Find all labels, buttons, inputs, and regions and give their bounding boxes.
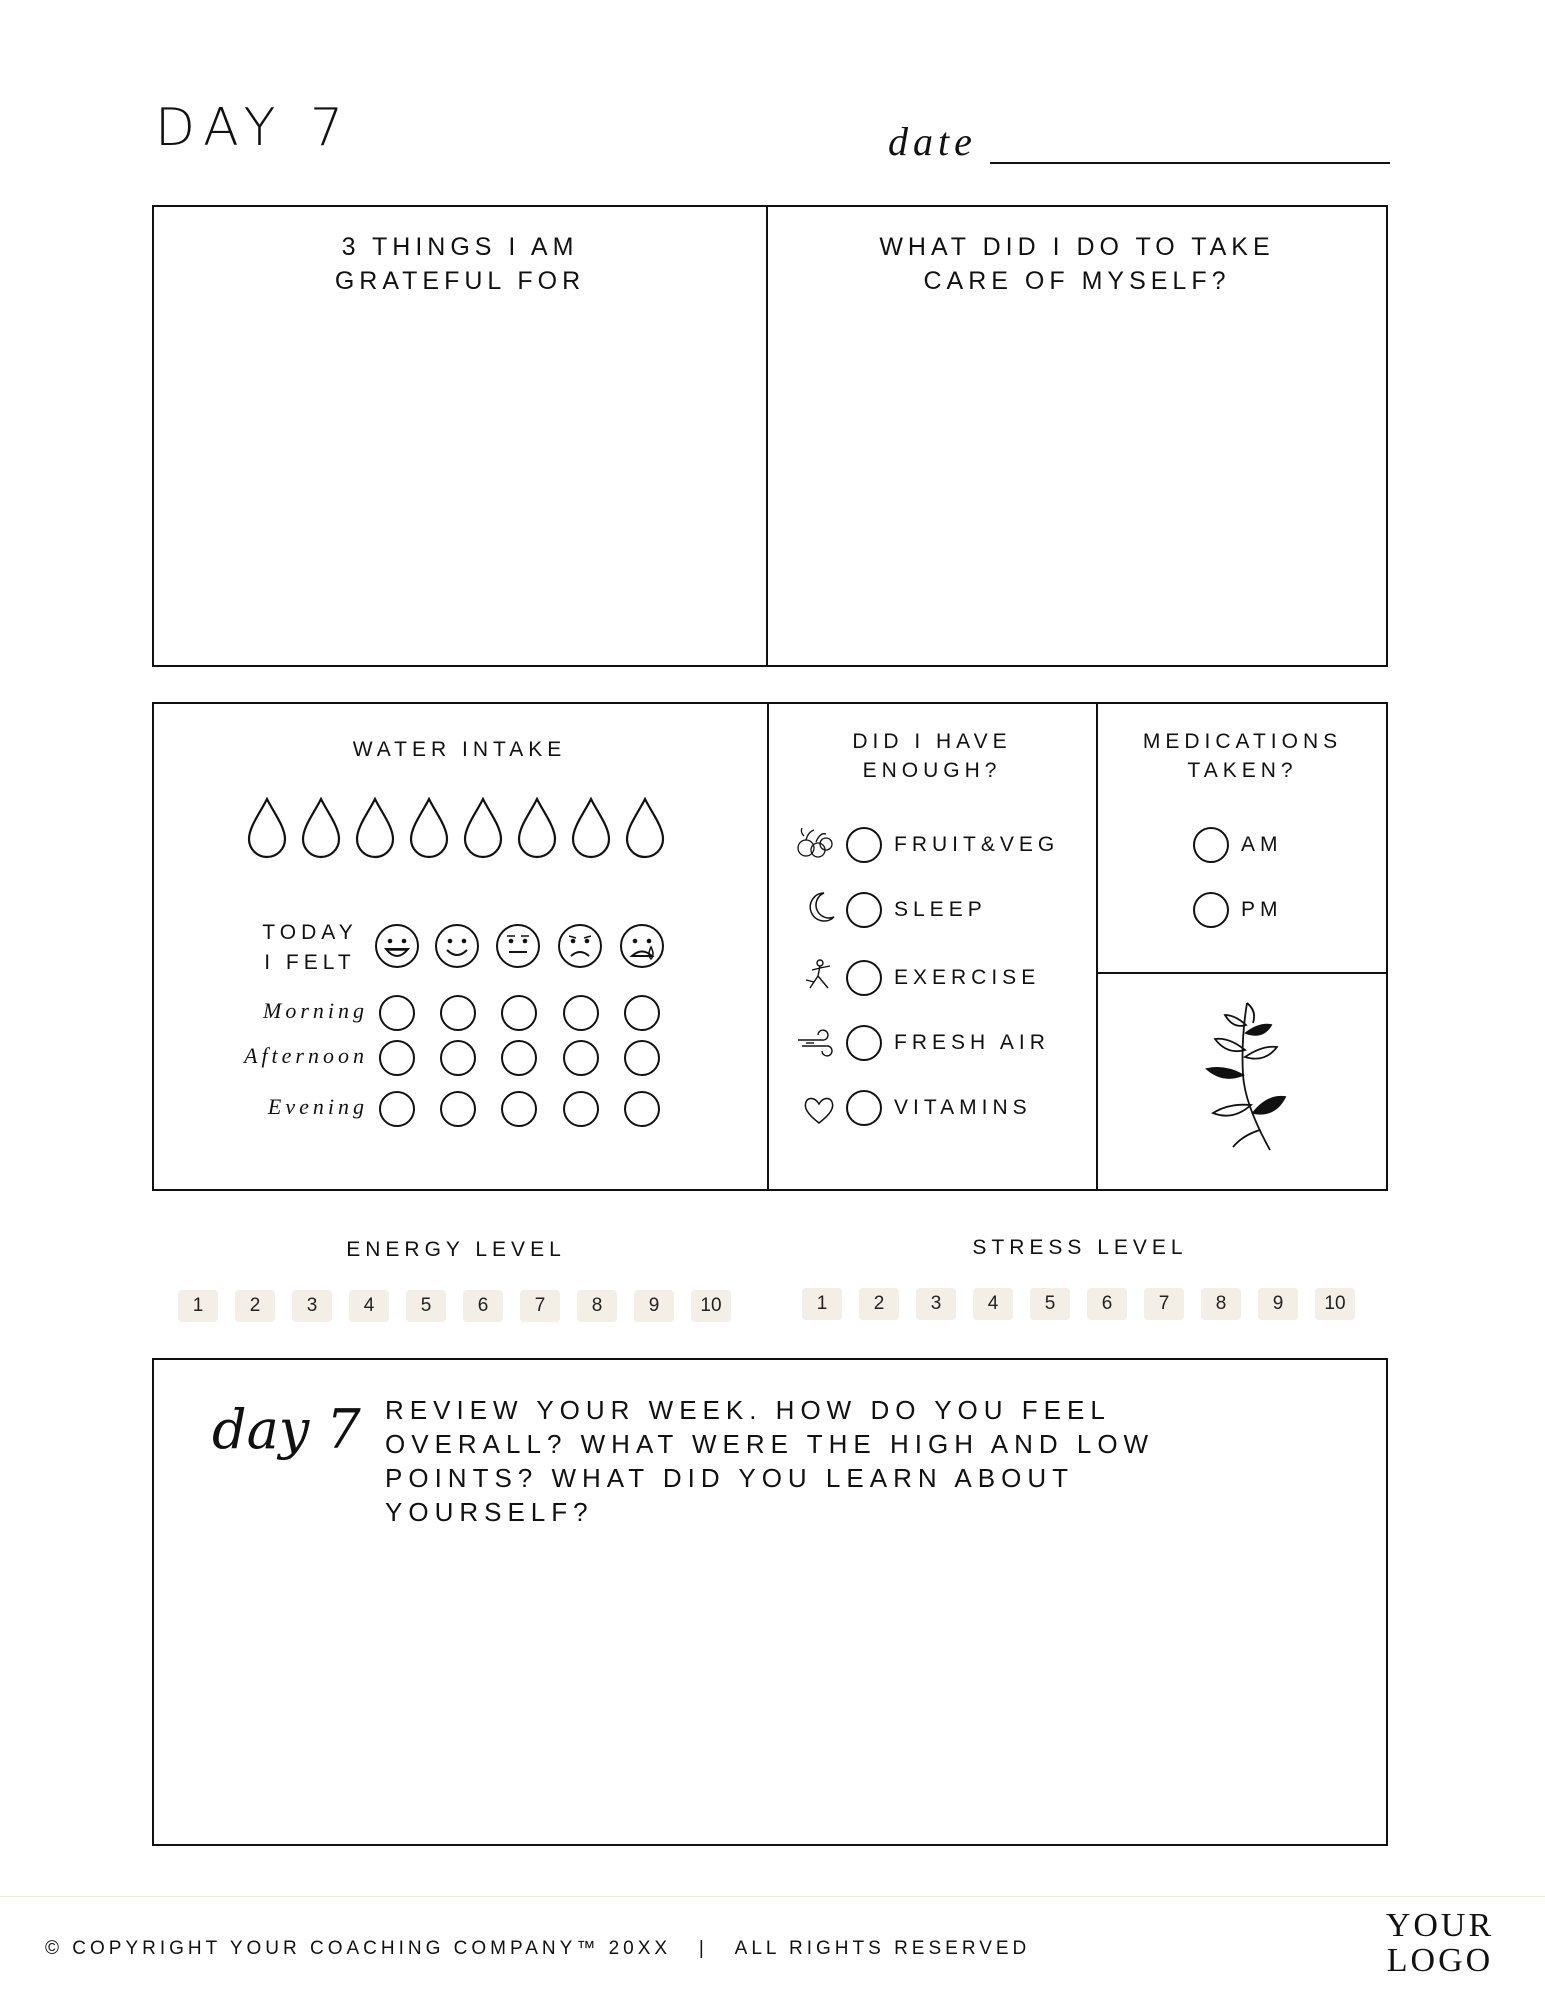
enough-item-label: SLEEP	[894, 898, 987, 921]
enough-heading	[768, 727, 1096, 785]
mood-checkbox[interactable]	[440, 1091, 476, 1127]
self-care-heading-line2: CARE OF MYSELF?	[923, 267, 1231, 295]
enough-item-label: FRESH AIR	[894, 1031, 1050, 1054]
water-drop-icon[interactable]	[624, 797, 666, 859]
gratitude-heading-line2: GRATEFUL FOR	[334, 267, 586, 295]
crying-face-icon	[619, 923, 665, 969]
stress-level-option[interactable]: 8	[1201, 1288, 1241, 1320]
footer-divider	[0, 1896, 1545, 1897]
prompt-line: POINTS? WHAT DID YOU LEARN ABOUT	[385, 1463, 1074, 1493]
fruit-veg-icon	[796, 826, 834, 860]
water-drop-icon[interactable]	[570, 797, 612, 859]
medication-checkbox[interactable]	[1193, 827, 1229, 863]
mood-checkbox[interactable]	[379, 995, 415, 1031]
enough-checkbox[interactable]	[846, 1025, 882, 1061]
prompt-line: YOURSELF?	[385, 1497, 594, 1527]
reflection-prompt	[385, 1393, 1185, 1529]
leaf-branch-icon	[1185, 995, 1295, 1155]
energy-level-option[interactable]: 2	[235, 1290, 275, 1322]
mood-row-label: Morning	[263, 998, 368, 1023]
mood-checkbox[interactable]	[501, 1091, 537, 1127]
mood-checkbox[interactable]	[624, 1040, 660, 1076]
water-intake-heading: WATER INTAKE	[352, 738, 567, 761]
date-label: date	[888, 119, 977, 164]
mood-checkbox[interactable]	[563, 1040, 599, 1076]
medications-heading-line1: MEDICATIONS	[1142, 730, 1343, 753]
logo	[1380, 1908, 1500, 1978]
energy-level-option[interactable]: 5	[406, 1290, 446, 1322]
divider	[1096, 972, 1388, 974]
mood-checkbox[interactable]	[624, 1091, 660, 1127]
enough-checkbox[interactable]	[846, 892, 882, 928]
mood-checkbox[interactable]	[563, 995, 599, 1031]
mood-checkbox[interactable]	[501, 1040, 537, 1076]
logo-line1: YOUR	[1385, 1907, 1495, 1944]
today-i-felt-label	[245, 918, 375, 978]
energy-level-option[interactable]: 6	[463, 1290, 503, 1322]
prompt-line: OVERALL? WHAT WERE THE HIGH AND LOW	[385, 1429, 1155, 1459]
enough-checkbox[interactable]	[846, 827, 882, 863]
logo-line2: LOGO	[1386, 1942, 1494, 1979]
mood-row-label: Afternoon	[244, 1043, 368, 1068]
energy-level-option[interactable]: 9	[634, 1290, 674, 1322]
stress-level-option[interactable]: 2	[859, 1288, 899, 1320]
energy-level-option[interactable]: 7	[520, 1290, 560, 1322]
today-label: TODAY	[262, 921, 358, 944]
energy-level-option[interactable]: 8	[577, 1290, 617, 1322]
mood-checkbox[interactable]	[501, 995, 537, 1031]
happy-face-icon	[434, 923, 480, 969]
stress-level-option[interactable]: 5	[1030, 1288, 1070, 1320]
medications-heading-line2: TAKEN?	[1187, 759, 1298, 782]
mood-checkbox[interactable]	[379, 1091, 415, 1127]
energy-level-option[interactable]: 4	[349, 1290, 389, 1322]
stress-level-option[interactable]: 9	[1258, 1288, 1298, 1320]
heart-icon	[800, 1093, 838, 1127]
gratitude-heading-line1: 3 THINGS I AM	[341, 233, 579, 261]
gratitude-heading	[152, 230, 768, 298]
stress-level-option[interactable]: 3	[916, 1288, 956, 1320]
prompt-line: REVIEW YOUR WEEK. HOW DO YOU FEEL	[385, 1395, 1111, 1425]
water-drop-icon[interactable]	[408, 797, 450, 859]
water-drop-icon[interactable]	[516, 797, 558, 859]
enough-heading-line2: ENOUGH?	[862, 759, 1002, 782]
mood-checkbox[interactable]	[563, 1091, 599, 1127]
water-drop-icon[interactable]	[246, 797, 288, 859]
energy-level-option[interactable]: 10	[691, 1290, 731, 1322]
enough-checkbox[interactable]	[846, 960, 882, 996]
energy-level-heading: ENERGY LEVEL	[346, 1238, 566, 1261]
mood-checkbox[interactable]	[379, 1040, 415, 1076]
energy-level-option[interactable]: 1	[178, 1290, 218, 1322]
enough-item-label: VITAMINS	[894, 1096, 1032, 1119]
enough-item-label: EXERCISE	[894, 966, 1041, 989]
wind-icon	[796, 1026, 834, 1060]
day-script-label	[208, 1392, 378, 1472]
moon-icon	[800, 890, 838, 924]
stress-level-option[interactable]: 10	[1315, 1288, 1355, 1320]
stress-level-option[interactable]: 7	[1144, 1288, 1184, 1320]
medication-checkbox[interactable]	[1193, 892, 1229, 928]
mood-checkbox[interactable]	[440, 1040, 476, 1076]
mood-row-label: Evening	[267, 1094, 368, 1119]
page-title: DAY 7	[155, 98, 353, 158]
enough-heading-line1: DID I HAVE	[852, 730, 1012, 753]
water-drop-icon[interactable]	[354, 797, 396, 859]
stress-level-option[interactable]: 4	[973, 1288, 1013, 1320]
energy-level-option[interactable]: 3	[292, 1290, 332, 1322]
self-care-heading-line1: WHAT DID I DO TO TAKE	[879, 233, 1275, 261]
stress-level-option[interactable]: 1	[802, 1288, 842, 1320]
very-happy-face-icon	[374, 923, 420, 969]
medication-label: PM	[1241, 898, 1283, 921]
medications-heading	[1097, 727, 1388, 785]
enough-checkbox[interactable]	[846, 1090, 882, 1126]
date-input-line[interactable]	[990, 162, 1390, 164]
medication-label: AM	[1241, 833, 1283, 856]
self-care-heading	[766, 230, 1388, 298]
footer-copyright: © COPYRIGHT YOUR COACHING COMPANY™ 20XX | ALL RIGHTS RESERVED	[45, 1938, 1031, 1959]
water-drop-icon[interactable]	[462, 797, 504, 859]
i-felt-label: I FELT	[264, 951, 356, 974]
neutral-face-icon	[495, 923, 541, 969]
mood-checkbox[interactable]	[440, 995, 476, 1031]
stress-level-heading: STRESS LEVEL	[972, 1236, 1188, 1259]
enough-item-label: FRUIT&VEG	[894, 833, 1060, 856]
mood-checkbox[interactable]	[624, 995, 660, 1031]
sad-face-icon	[557, 923, 603, 969]
water-drop-icon[interactable]	[300, 797, 342, 859]
exercise-icon	[800, 958, 838, 992]
day-script-text: day 7	[212, 1398, 361, 1461]
stress-level-option[interactable]: 6	[1087, 1288, 1127, 1320]
